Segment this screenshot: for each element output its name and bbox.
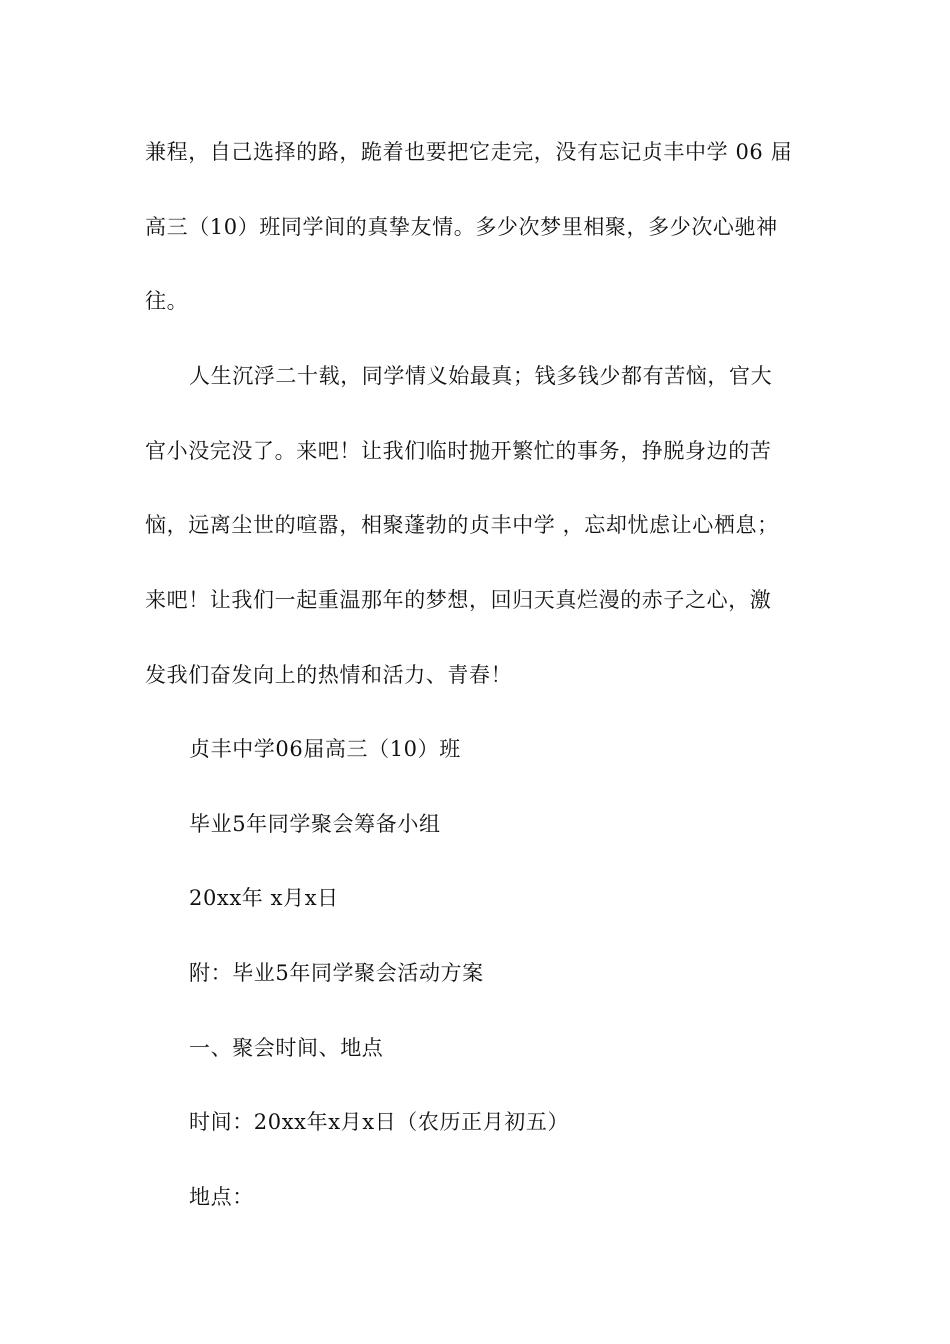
attachment-title: 附：毕业5年同学聚会活动方案 bbox=[189, 961, 484, 985]
section1-heading: 一、聚会时间、地点 bbox=[189, 1036, 384, 1060]
signature-date: 20xx年 x月x日 bbox=[189, 886, 339, 910]
paragraph2-line5: 发我们奋发向上的热情和活力、青春！ bbox=[145, 663, 513, 687]
paragraph2-line1: 人生沉浮二十载，同学情义始最真；钱多钱少都有苦恼，官大 bbox=[189, 364, 773, 388]
paragraph1-line2: 高三（10）班同学间的真挚友情。多少次梦里相聚，多少次心驰神 bbox=[145, 215, 778, 239]
paragraph2-line3: 恼，远离尘世的喧嚣，相聚蓬勃的贞丰中学 ，忘却忧虑让心栖息； bbox=[145, 513, 779, 537]
paragraph2-line4: 来吧！让我们一起重温那年的梦想，回归天真烂漫的赤子之心，激 bbox=[145, 588, 772, 612]
signature-committee: 毕业5年同学聚会筹备小组 bbox=[189, 812, 441, 836]
paragraph2-line2: 官小没完没了。来吧！让我们临时抛开繁忙的事务，挣脱身边的苦 bbox=[145, 439, 772, 463]
signature-class-name: 贞丰中学06届高三（10）班 bbox=[189, 737, 461, 761]
paragraph1-line3: 往。 bbox=[145, 289, 189, 313]
place-line: 地点： bbox=[189, 1185, 254, 1209]
time-line: 时间：20xx年x月x日（农历正月初五） bbox=[189, 1110, 570, 1134]
paragraph1-line1: 兼程，自己选择的路，跪着也要把它走完，没有忘记贞丰中学 06 届 bbox=[145, 140, 793, 164]
